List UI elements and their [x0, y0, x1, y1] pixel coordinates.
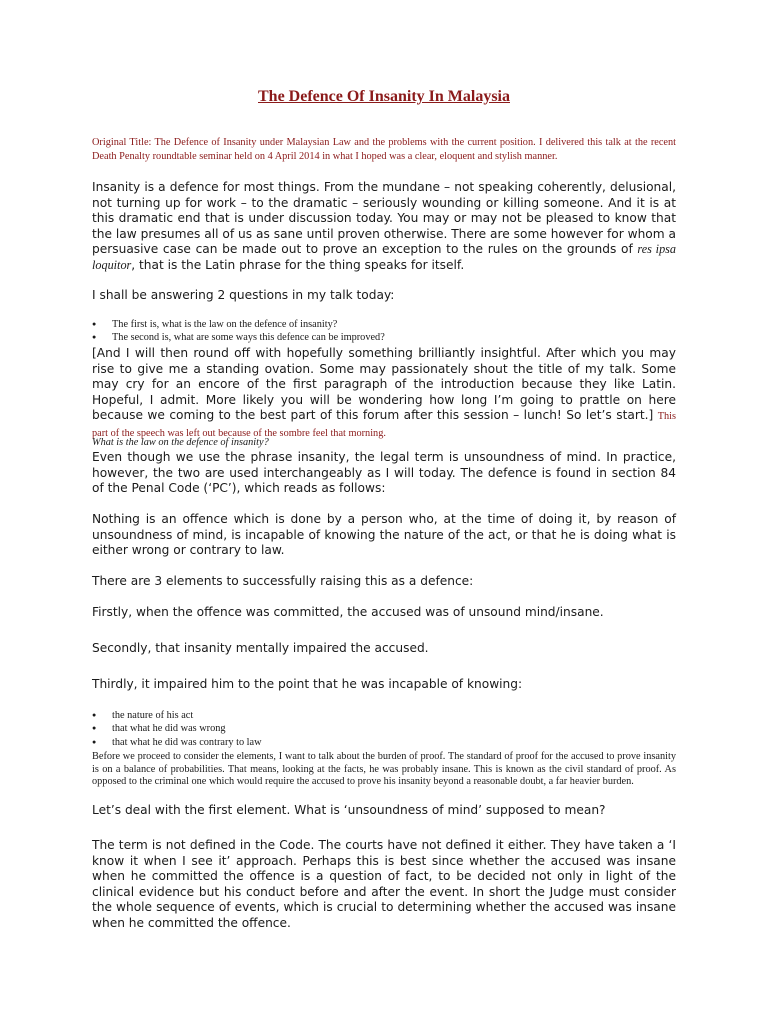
definition-paragraph: The term is not defined in the Code. The courts have not defined it either. They have taken a ‘I know it when I see it’ approach. Perhaps this is best since whether the accused was insane when he committed the offence is a question of fact, to be decided not only in light of the clinical evidence but his conduct before and after the event. In short the Judge must consider the whole sequence of events, which is crucial to determining whether the accused was insane when he committed the offence.: [92, 838, 676, 930]
penal-code-paragraph: Even though we use the phrase insanity, the legal term is unsoundness of mind. In practice, however, the two are used interchangeably as I will today. The defence is found in section 84 of the Penal Code (‘PC’), which reads as follows:: [92, 450, 676, 496]
knowing-list: [92, 709, 262, 749]
list-item: ● that what he did was contrary to law: [92, 736, 262, 749]
intro-paragraph: [92, 180, 676, 274]
intro-text-end: , that is the Latin phrase for the thing speaks for itself.: [131, 257, 465, 272]
aside-paragraph: [92, 346, 676, 442]
first-element: Firstly, when the offence was committed, the accused was of unsound mind/insane.: [92, 605, 604, 619]
list-item: ● The second is, what are some ways this defence can be improved?: [92, 331, 385, 344]
elements-intro: There are 3 elements to successfully raising this as a defence:: [92, 574, 474, 588]
original-title-note: Original Title: The Defence of Insanity under Malaysian Law and the problems with the current position. I delivered this talk at the recent Death Penalty roundtable seminar held on 4 April 2014 in what I hoped was a clear, eloquent and stylish manner.: [92, 137, 676, 163]
aside-text: [And I will then round off with hopefully something brilliantly insightful. After which you may rise to give me a standing ovation. Some may passionately shout the title of my talk. Some may cry for an encore of the first paragraph of the introduction because they like Latin. Hopeful, I admit. More likely you will be wondering how long I’m going to prattle on here because we coming to the best part of this forum after this session – lunch! So let’s start.]: [92, 346, 676, 423]
latin-phrase: res ipsa loquitor: [92, 242, 676, 272]
aside-note: This part of the speech was left out because of the sombre feel that morning.: [92, 411, 676, 439]
list-item: ● the nature of his act: [92, 709, 262, 722]
second-element: Secondly, that insanity mentally impaired the accused.: [92, 641, 429, 655]
first-element-question: Let’s deal with the first element. What is ‘unsoundness of mind’ supposed to mean?: [92, 803, 606, 817]
document-title: The Defence Of Insanity In Malaysia: [258, 88, 510, 105]
list-item: ● that what he did was wrong: [92, 722, 262, 735]
section-subheading: What is the law on the defence of insanity?: [92, 437, 269, 448]
list-item: ● The first is, what is the law on the defence of insanity?: [92, 318, 385, 331]
third-element: Thirdly, it impaired him to the point that he was incapable of knowing:: [92, 677, 523, 691]
burden-of-proof-paragraph: Before we proceed to consider the elements, I want to talk about the burden of proof. The standard of proof for the accused to prove insanity is on a balance of probabilities. That means, looking at the facts, he was probably insane. This is known as the civil standard of proof. As opposed to the criminal one which would require the accused to prove his insanity beyond a reasonable doubt, a far heavier burden.: [92, 751, 676, 788]
questions-intro: I shall be answering 2 questions in my talk today:: [92, 288, 395, 302]
section-84-quote: Nothing is an offence which is done by a person who, at the time of doing it, by reason of unsoundness of mind, is incapable of knowing the nature of the act, or that he is doing what is either wrong or contrary to law.: [92, 512, 676, 558]
intro-text-start: Insanity is a defence for most things. From the mundane – not speaking coherently, delusional, not turning up for work – to the dramatic – seriously wounding or killing someone. And it is at this dramatic end that is under discussion today. You may or may not be pleased to know that the law presumes all of us as sane until proven otherwise. There are some however for whom a persuasive case can be made out to prove an exception to the rules on the grounds of: [92, 180, 676, 257]
questions-list: [92, 318, 385, 345]
